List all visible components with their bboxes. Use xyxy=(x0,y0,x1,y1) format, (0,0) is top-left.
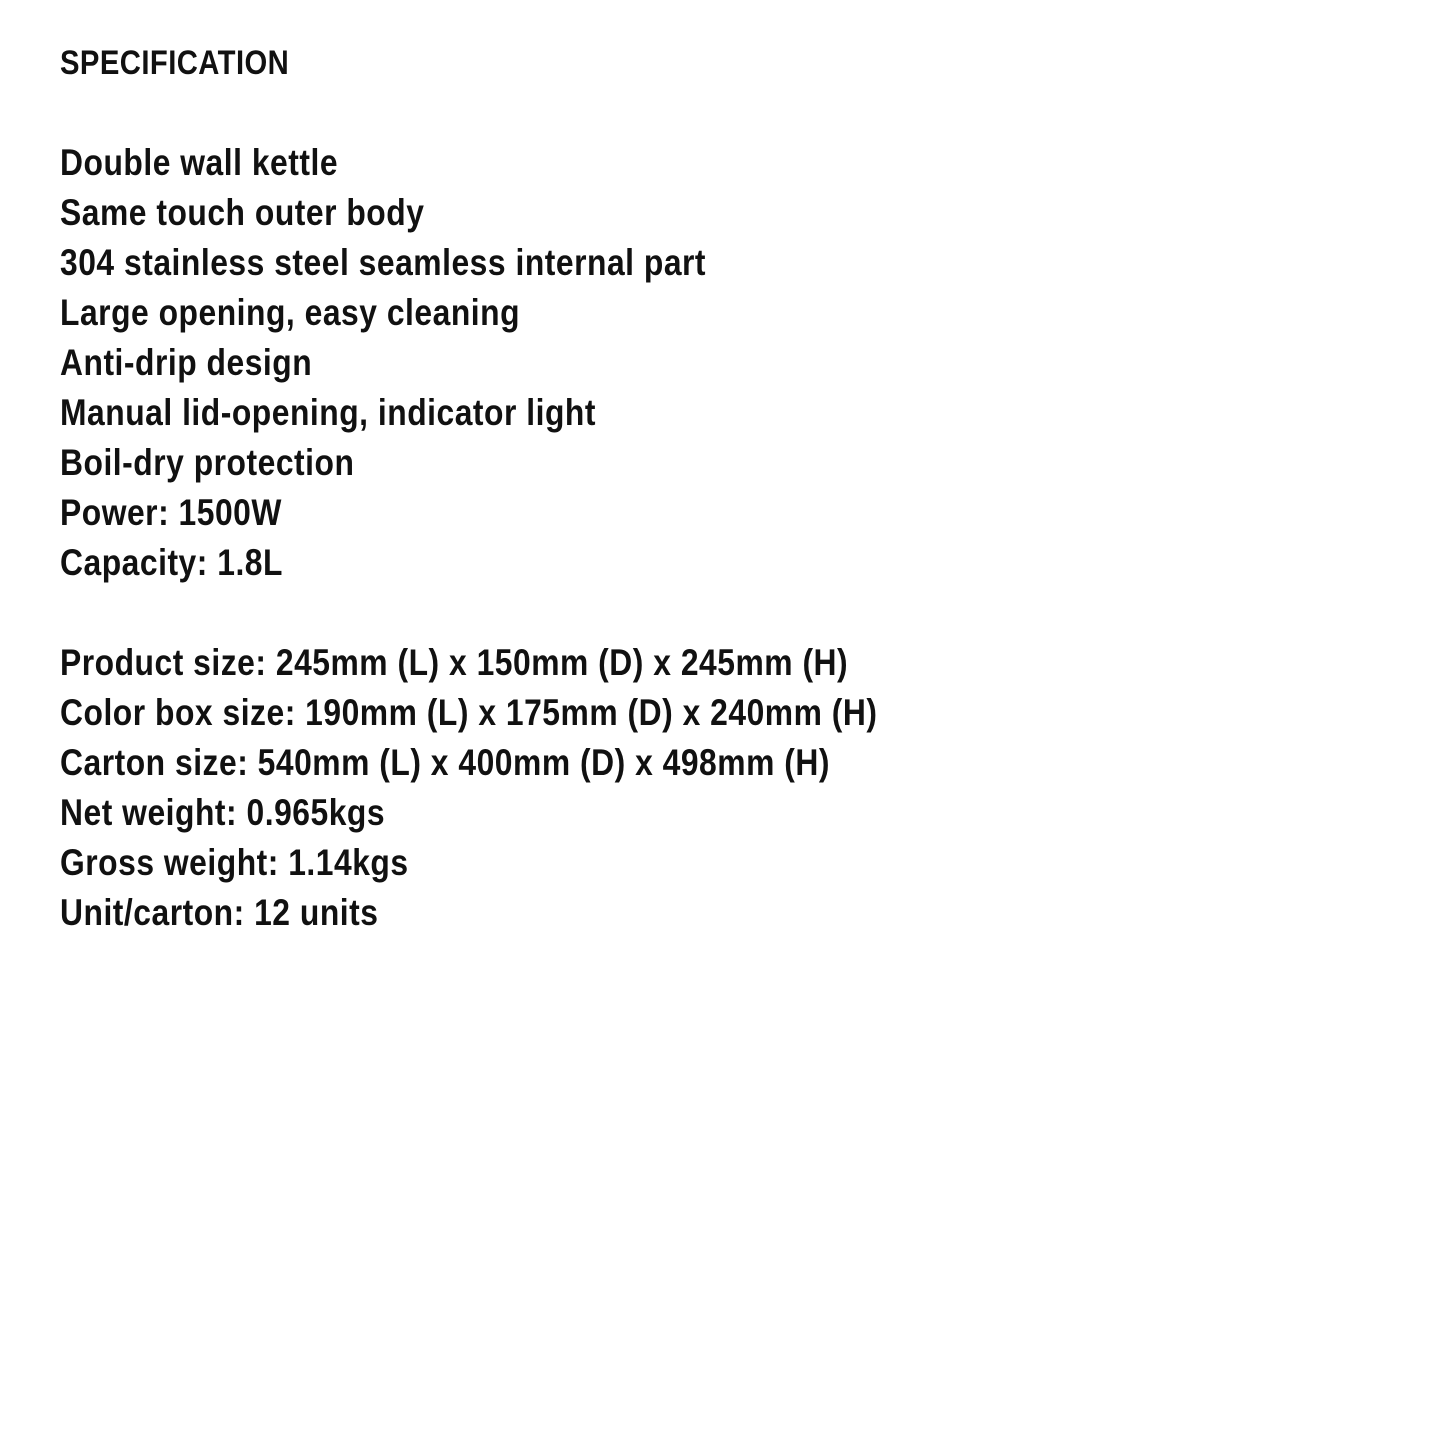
feature-line: Double wall kettle xyxy=(60,142,339,183)
packaging-line: Color box size: 190mm (L) x 175mm (D) x 240mm (H) xyxy=(60,692,878,733)
spec-heading: SPECIFICATION xyxy=(60,44,290,82)
packaging-line: Carton size: 540mm (L) x 400mm (D) x 498mm (H) xyxy=(60,742,830,783)
packaging-line: Gross weight: 1.14kgs xyxy=(60,842,409,883)
packaging-line: Product size: 245mm (L) x 150mm (D) x 245mm (H) xyxy=(60,642,849,683)
feature-list xyxy=(60,138,1011,588)
feature-line: Anti-drip design xyxy=(60,342,313,383)
packaging-line: Unit/carton: 12 units xyxy=(60,892,379,933)
feature-line: Capacity: 1.8L xyxy=(60,542,283,583)
feature-line: Large opening, easy cleaning xyxy=(60,292,521,333)
packaging-list xyxy=(60,638,1011,938)
spec-document xyxy=(60,38,1011,938)
feature-line: Boil-dry protection xyxy=(60,442,355,483)
feature-line: 304 stainless steel seamless internal part xyxy=(60,242,707,283)
feature-line: Manual lid-opening, indicator light xyxy=(60,392,596,433)
feature-line: Power: 1500W xyxy=(60,492,282,533)
packaging-line: Net weight: 0.965kgs xyxy=(60,792,386,833)
feature-line: Same touch outer body xyxy=(60,192,425,233)
